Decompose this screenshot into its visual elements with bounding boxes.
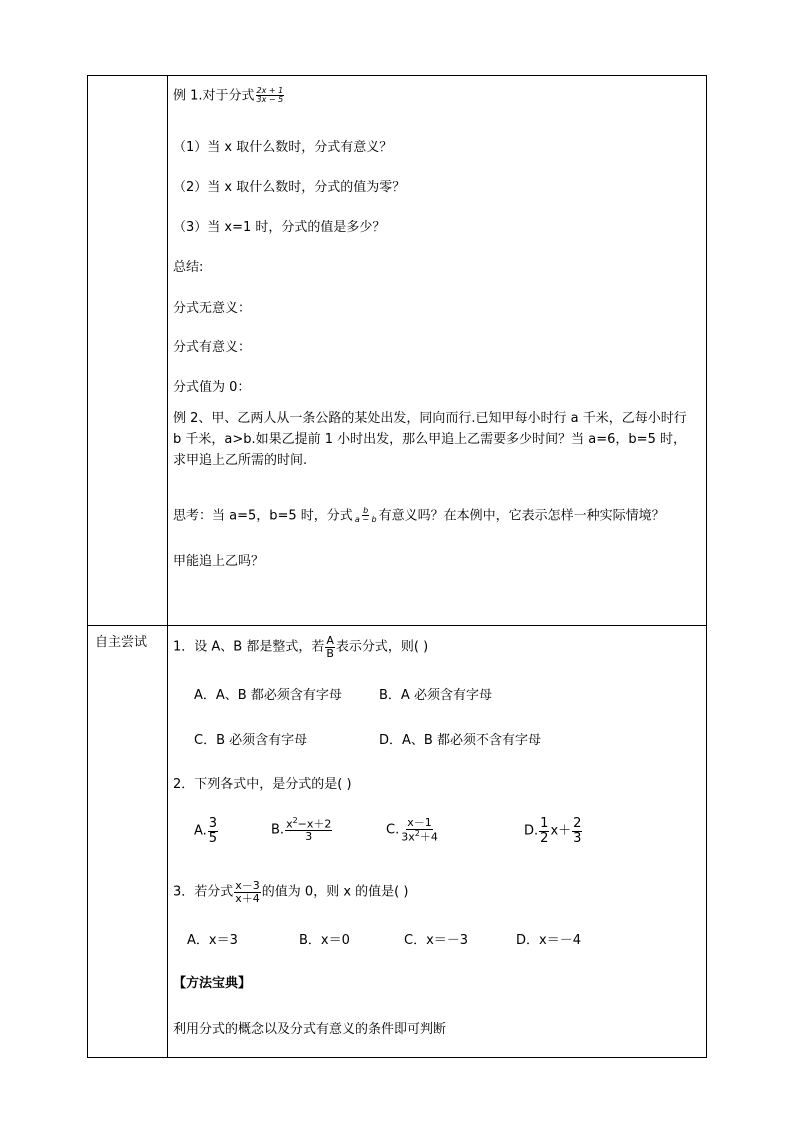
fraction-denominator: a − b bbox=[354, 515, 377, 525]
q2-option-a: A. $\frac{3}{5}$ bbox=[194, 816, 218, 846]
fraction-numerator: b bbox=[363, 506, 369, 515]
fraction-numerator: 3 bbox=[208, 816, 218, 831]
q3-option-d: D．x＝－4 bbox=[516, 933, 581, 948]
think-fraction bbox=[354, 507, 378, 525]
q1-option-d: D．A、B 都必须不含有字母 bbox=[379, 733, 541, 748]
q2-d-fraction-1 bbox=[539, 817, 549, 845]
q3-option-b: B．x＝0 bbox=[299, 933, 350, 948]
q2-option-b: B. $\frac{x^2-x+2}{3}$ bbox=[271, 816, 332, 844]
lesson-table bbox=[87, 75, 707, 1058]
fraction-denominator: x＋4 bbox=[235, 891, 260, 905]
summary-zero: 分式值为 0： bbox=[173, 380, 251, 395]
example1-question-1: （1）当 x 取什么数时，分式有意义？ bbox=[173, 140, 393, 155]
table-border-right bbox=[706, 75, 707, 1058]
fraction-denominator: B bbox=[326, 646, 334, 660]
q2-c-fraction bbox=[400, 817, 439, 843]
example2-think: 思考：当 a=5，b=5 时，分式 $\frac{b}{a - b}$ 有意义吗？在本例中，它表示怎样一种实际情境？ bbox=[173, 506, 665, 525]
example1-fraction bbox=[256, 87, 285, 105]
fraction-numerator: x－1 bbox=[407, 816, 432, 829]
method-text: 利用分式的概念以及分式有意义的条件即可判断 bbox=[173, 1022, 447, 1037]
q2-b-fraction bbox=[285, 817, 332, 843]
summary-title: 总结: bbox=[173, 260, 204, 275]
summary-meaningless: 分式无意义： bbox=[173, 301, 252, 316]
example1-question-3: （3）当 x=1 时，分式的值是多少？ bbox=[173, 220, 386, 235]
example1-intro: 例 1.对于分式 $\frac{2x + 1}{3x - 5}$ bbox=[173, 86, 284, 105]
example2-text: 例 2、甲、乙两人从一条公路的某处出发，同向而行.已知甲每小时行 a 千米，乙每小时行 b 千米，a>b.如果乙提前 1 小时出发，那么甲追上乙需要多少时间？当 a=6，b=5 时，求甲追上乙所需的时间. bbox=[173, 411, 687, 468]
fraction-denominator: 3 bbox=[305, 830, 313, 844]
q1-option-c: C．B 必须含有字母 bbox=[194, 733, 308, 748]
fraction-numerator: A bbox=[326, 634, 334, 647]
q2-option-c: C. $\frac{x-1}{3x^2+4}$ bbox=[386, 816, 438, 844]
q2-d-fraction-2 bbox=[572, 817, 582, 845]
fraction-denominator: 2 bbox=[540, 830, 549, 846]
self-try-q2: 2．下列各式中，是分式的是( ) bbox=[173, 777, 352, 792]
example2-think-2: 甲能追上乙吗？ bbox=[173, 554, 265, 569]
table-border-left bbox=[87, 75, 88, 1058]
fraction-denominator: 3x − 5 bbox=[256, 95, 284, 105]
q1-fraction bbox=[325, 635, 335, 659]
table-border-bottom bbox=[87, 1057, 707, 1058]
q3-fraction bbox=[234, 880, 261, 904]
self-try-label: 自主尝试 bbox=[95, 635, 148, 650]
fraction-denominator: $3x^2+4$ bbox=[401, 828, 438, 844]
row-divider bbox=[87, 625, 707, 626]
q1-option-b: B．A 必须含有字母 bbox=[379, 688, 492, 703]
table-border-top bbox=[87, 75, 707, 76]
self-try-q1: 1．设 A、B 都是整式，若 $\frac{A}{B}$ 表示分式，则( ) bbox=[173, 634, 429, 660]
fraction-numerator: 1 bbox=[540, 816, 549, 831]
fraction-numerator: 2x + 1 bbox=[256, 86, 284, 95]
q3-option-c: C．x＝－3 bbox=[404, 933, 469, 948]
fraction-numerator: 2 bbox=[573, 816, 582, 831]
fraction-denominator: 3 bbox=[573, 830, 582, 846]
q2-a-fraction bbox=[208, 817, 218, 845]
summary-meaningful: 分式有意义： bbox=[173, 340, 252, 355]
method-title: 【方法宝典】 bbox=[173, 976, 252, 991]
example1-question-2: （2）当 x 取什么数时，分式的值为零？ bbox=[173, 180, 406, 195]
q2-option-d: D. $\frac{1}{2}$ x＋ $\frac{2}{3}$ bbox=[524, 816, 582, 846]
q1-option-a: A．A、B 都必须含有字母 bbox=[194, 688, 342, 703]
q3-option-a: A．x＝3 bbox=[187, 933, 238, 948]
column-divider bbox=[167, 75, 168, 1058]
fraction-denominator: 5 bbox=[208, 830, 218, 846]
self-try-q3: 3．若分式 $\frac{x-3}{x+4}$ 的值为 0，则 x 的值是( ) bbox=[173, 879, 409, 905]
fraction-numerator: $x^2-x+2$ bbox=[286, 816, 332, 831]
fraction-numerator: x－3 bbox=[235, 879, 260, 892]
